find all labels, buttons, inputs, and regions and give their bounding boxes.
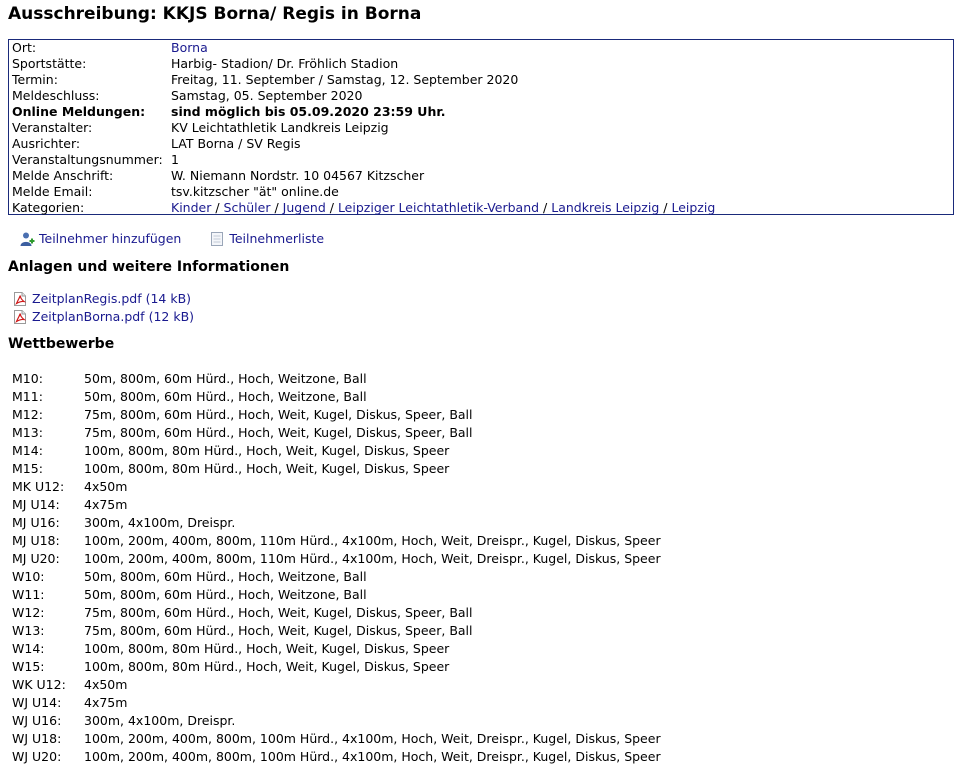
competition-disciplines: 100m, 800m, 80m Hürd., Hoch, Weit, Kugel, Diskus, Speer: [84, 641, 450, 656]
competition-row: [12, 658, 661, 676]
competition-disciplines: 300m, 4x100m, Dreispr.: [84, 713, 236, 728]
category-separator: /: [539, 200, 552, 215]
competition-class: M13:: [12, 425, 43, 440]
category-separator: /: [325, 200, 338, 215]
competition-disciplines: 75m, 800m, 60m Hürd., Hoch, Weit, Kugel, Diskus, Speer, Ball: [84, 425, 473, 440]
category-link[interactable]: Leipziger Leichtathletik-Verband: [337, 200, 540, 215]
competition-disciplines: 100m, 800m, 80m Hürd., Hoch, Weit, Kugel, Diskus, Speer: [84, 443, 450, 458]
info-label: Online Meldungen:: [12, 104, 146, 119]
competition-row: [12, 514, 661, 532]
competition-row: [12, 748, 661, 766]
competition-class: M10:: [12, 371, 43, 386]
category-separator: /: [211, 200, 224, 215]
competition-row: [12, 604, 661, 622]
info-value: tsv.kitzscher "ät" online.de: [171, 184, 339, 199]
attachment-link[interactable]: [32, 308, 194, 326]
attachment-name: ZeitplanBorna.pdf: [32, 309, 145, 324]
competition-class: W12:: [12, 605, 45, 620]
info-row: [12, 168, 950, 184]
category-separator: /: [659, 200, 672, 215]
attachment-size: (12 kB): [148, 309, 195, 324]
info-row: [12, 88, 950, 104]
info-label: Veranstalter:: [12, 120, 93, 135]
competition-class: WJ U18:: [12, 731, 62, 746]
category-separator: /: [270, 200, 283, 215]
info-value: LAT Borna / SV Regis: [171, 136, 301, 151]
info-label: Ort:: [12, 40, 37, 55]
info-value-link[interactable]: Borna: [171, 40, 208, 55]
info-label: Termin:: [12, 72, 58, 87]
info-label: Melde Email:: [12, 184, 93, 199]
pdf-icon: [12, 291, 32, 307]
info-row: [12, 152, 950, 168]
info-value: W. Niemann Nordstr. 10 04567 Kitzscher: [171, 168, 425, 183]
competition-row: [12, 424, 661, 442]
info-value: Freitag, 11. September / Samstag, 12. September 2020: [171, 72, 519, 87]
competition-row: [12, 496, 661, 514]
competition-class: WJ U20:: [12, 749, 62, 764]
competition-class: W10:: [12, 569, 45, 584]
competition-class: WK U12:: [12, 677, 66, 692]
competition-disciplines: 75m, 800m, 60m Hürd., Hoch, Weit, Kugel, Diskus, Speer, Ball: [84, 605, 473, 620]
attachment-link[interactable]: [32, 290, 191, 308]
competition-disciplines: 75m, 800m, 60m Hürd., Hoch, Weit, Kugel, Diskus, Speer, Ball: [84, 407, 473, 422]
info-value: Harbig- Stadion/ Dr. Fröhlich Stadion: [171, 56, 399, 71]
attachment-item: [12, 308, 194, 326]
competition-row: [12, 586, 661, 604]
competition-row: [12, 622, 661, 640]
participant-actions: [19, 230, 324, 248]
competition-class: M14:: [12, 443, 43, 458]
participant-list-link[interactable]: [209, 230, 324, 248]
competition-class: MJ U16:: [12, 515, 60, 530]
competition-disciplines: 4x50m: [84, 677, 128, 692]
competition-row: [12, 388, 661, 406]
competition-class: M11:: [12, 389, 43, 404]
competition-disciplines: 100m, 200m, 400m, 800m, 100m Hürd., 4x100m, Hoch, Weit, Dreispr., Kugel, Diskus, Speer: [84, 749, 661, 764]
info-row-categories: [12, 200, 950, 216]
competition-class: W13:: [12, 623, 45, 638]
info-value: sind möglich bis 05.09.2020 23:59 Uhr.: [171, 104, 446, 119]
competition-disciplines: 100m, 200m, 400m, 800m, 110m Hürd., 4x100m, Hoch, Weit, Dreispr., Kugel, Diskus, Speer: [84, 551, 661, 566]
competition-disciplines: 50m, 800m, 60m Hürd., Hoch, Weitzone, Ball: [84, 569, 367, 584]
info-value: Samstag, 05. September 2020: [171, 88, 363, 103]
add-user-icon: [19, 231, 35, 247]
competition-row: [12, 640, 661, 658]
info-row: [12, 136, 950, 152]
competition-row: [12, 442, 661, 460]
info-label: Melde Anschrift:: [12, 168, 114, 183]
category-link[interactable]: Kinder: [171, 200, 212, 215]
competition-row: [12, 730, 661, 748]
event-info-box: [8, 39, 954, 215]
competition-disciplines: 4x50m: [84, 479, 128, 494]
competition-disciplines: 50m, 800m, 60m Hürd., Hoch, Weitzone, Ball: [84, 587, 367, 602]
info-label: Ausrichter:: [12, 136, 81, 151]
category-links: [171, 200, 715, 216]
competition-class: WJ U14:: [12, 695, 62, 710]
category-link[interactable]: Schüler: [223, 200, 271, 215]
competition-row: [12, 550, 661, 568]
competition-disciplines: 50m, 800m, 60m Hürd., Hoch, Weitzone, Ball: [84, 389, 367, 404]
competition-class: WJ U16:: [12, 713, 62, 728]
competition-class: W11:: [12, 587, 45, 602]
competition-class: W15:: [12, 659, 45, 674]
competition-row: [12, 712, 661, 730]
info-row: [12, 184, 950, 200]
competition-row: [12, 676, 661, 694]
add-participant-label: Teilnehmer hinzufügen: [39, 231, 182, 246]
attachment-name: ZeitplanRegis.pdf: [32, 291, 142, 306]
competition-row: [12, 460, 661, 478]
competition-row: [12, 406, 661, 424]
competition-class: MK U12:: [12, 479, 65, 494]
competition-disciplines: 100m, 800m, 80m Hürd., Hoch, Weit, Kugel, Diskus, Speer: [84, 659, 450, 674]
pdf-icon: [12, 309, 32, 325]
attachment-size: (14 kB): [145, 291, 192, 306]
competition-disciplines: 50m, 800m, 60m Hürd., Hoch, Weitzone, Ball: [84, 371, 367, 386]
info-label: Sportstätte:: [12, 56, 87, 71]
category-link[interactable]: Leipzig: [671, 200, 716, 215]
participant-list-label: Teilnehmerliste: [229, 231, 325, 246]
attachments-heading: Anlagen und weitere Informationen: [8, 259, 290, 275]
list-icon: [209, 231, 225, 247]
info-label: Meldeschluss:: [12, 88, 100, 103]
category-link[interactable]: Landkreis Leipzig: [551, 200, 660, 215]
competition-disciplines: 100m, 800m, 80m Hürd., Hoch, Weit, Kugel, Diskus, Speer: [84, 461, 450, 476]
competition-row: [12, 478, 661, 496]
category-link[interactable]: Jugend: [282, 200, 326, 215]
page-title: Ausschreibung: KKJS Borna/ Regis in Borna: [8, 4, 422, 24]
competition-class: MJ U14:: [12, 497, 60, 512]
info-value: KV Leichtathletik Landkreis Leipzig: [171, 120, 389, 135]
add-participant-link[interactable]: [19, 230, 181, 248]
info-label: Veranstaltungsnummer:: [12, 152, 163, 167]
competition-list: [12, 370, 661, 766]
competition-disciplines: 4x75m: [84, 497, 128, 512]
competition-class: M15:: [12, 461, 43, 476]
competition-disciplines: 4x75m: [84, 695, 128, 710]
competitions-heading: Wettbewerbe: [8, 336, 115, 352]
competition-disciplines: 100m, 200m, 400m, 800m, 110m Hürd., 4x100m, Hoch, Weit, Dreispr., Kugel, Diskus, Speer: [84, 533, 661, 548]
info-row: [12, 56, 950, 72]
competition-class: MJ U18:: [12, 533, 60, 548]
competition-row: [12, 694, 661, 712]
competition-class: M12:: [12, 407, 43, 422]
info-row: [12, 104, 950, 120]
info-row: [12, 40, 950, 56]
attachment-item: [12, 290, 194, 308]
info-label: Kategorien:: [12, 200, 85, 215]
competition-disciplines: 75m, 800m, 60m Hürd., Hoch, Weit, Kugel, Diskus, Speer, Ball: [84, 623, 473, 638]
competition-class: MJ U20:: [12, 551, 60, 566]
info-row: [12, 120, 950, 136]
competition-disciplines: 100m, 200m, 400m, 800m, 100m Hürd., 4x100m, Hoch, Weit, Dreispr., Kugel, Diskus, Speer: [84, 731, 661, 746]
attachment-list: [12, 290, 194, 326]
competition-row: [12, 568, 661, 586]
competition-row: [12, 532, 661, 550]
competition-row: [12, 370, 661, 388]
info-row: [12, 72, 950, 88]
info-value: 1: [171, 152, 179, 167]
competition-disciplines: 300m, 4x100m, Dreispr.: [84, 515, 236, 530]
competition-class: W14:: [12, 641, 45, 656]
